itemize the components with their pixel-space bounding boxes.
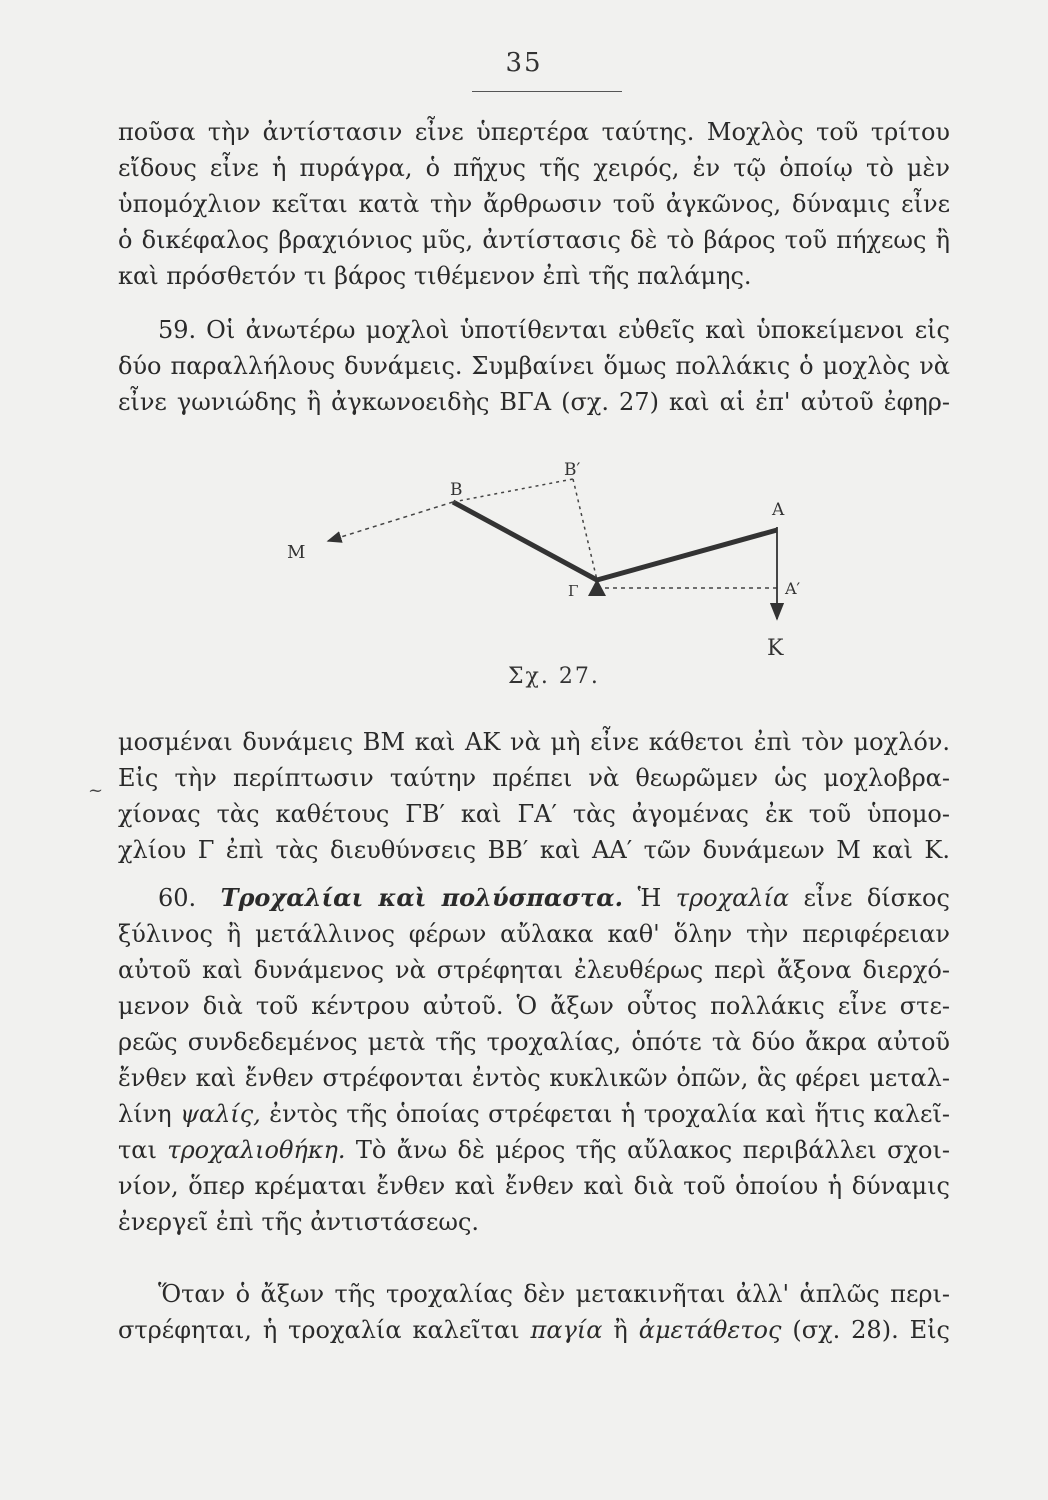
paragraph-middle <box>118 724 950 868</box>
text-span: στρέφηται, ἡ τροχαλία καλεῖται <box>118 1316 520 1344</box>
fulcrum-triangle <box>588 579 606 596</box>
text-line: νίον, ὅπερ κρέμαται ἔνθεν καὶ ἔνθεν καὶ διὰ τοῦ ὁποίου ἡ δύναμις <box>118 1172 950 1200</box>
section-title: Τροχαλίαι καὶ πολύσπαστα. <box>220 883 624 912</box>
paragraph-last <box>118 1276 950 1348</box>
text-line: καὶ πρόσθετόν τι βάρος τιθέμενον ἐπὶ τῆς παλάμης. <box>118 262 752 290</box>
text-line: ξύλινος ἢ μετάλλινος φέρων αὔλακα καθ' ὅλην τὴν περιφέρειαν <box>118 920 950 948</box>
label-k: Κ <box>767 636 784 661</box>
label-a-prime: Α′ <box>785 579 801 598</box>
section-60 <box>118 880 950 1240</box>
text-line: ἐνεργεῖ ἐπὶ τῆς ἀντιστάσεως. <box>118 1208 480 1236</box>
text-line: Εἰς τὴν περίπτωσιν ταύτην πρέπει νὰ θεωρῶμεν ὡς μοχλοβρα- <box>118 764 950 792</box>
section-number: 59. <box>158 316 197 344</box>
text-line: ὑπομόχλιον κεῖται κατὰ τὴν ἄρθρωσιν τοῦ ἀγκῶνος, δύναμις εἶνε <box>118 190 950 218</box>
lever-arm-ga <box>597 530 777 580</box>
header-rule <box>472 91 622 92</box>
label-b-prime: Β′ <box>564 460 581 480</box>
lever-arm-bg <box>453 502 597 580</box>
term-italic: ψαλίς, <box>180 1100 261 1128</box>
term-italic: ἀμετάθετος <box>638 1316 782 1344</box>
force-line-bm <box>328 502 453 541</box>
text-line <box>118 1096 950 1132</box>
text-span: (σχ. 28). Εἰς <box>792 1316 950 1344</box>
text-span: ἢ <box>613 1316 628 1344</box>
text-span: εἶνε δίσκος <box>803 884 950 912</box>
text-line: εἶνε γωνιώδης ἢ ἀγκωνοειδὴς ΒΓΑ (σχ. 27) καὶ αἱ ἐπ' αὐτοῦ ἐφηρ- <box>118 388 950 416</box>
text-span: λίνη <box>118 1100 172 1128</box>
text-span: Ἡ <box>637 884 662 912</box>
label-g: Γ <box>568 582 579 600</box>
text-line: μενον διὰ τοῦ κέντρου αὐτοῦ. Ὁ ἄξων οὗτος πολλάκις εἶνε στε- <box>118 992 950 1020</box>
text-line: ὁ δικέφαλος βραχιόνιος μῦς, ἀντίστασις δὲ τὸ βάρος τοῦ πήχεως ἢ <box>118 226 950 254</box>
section-59 <box>118 312 950 420</box>
section-59-first-line <box>118 312 950 348</box>
label-m: Μ <box>287 542 306 563</box>
text-span: ται <box>118 1136 157 1164</box>
text-span: ἐντὸς τῆς ὁποίας στρέφεται ἡ τροχαλία καὶ ἥτις καλεῖ- <box>269 1100 950 1128</box>
term-italic: τροχαλιοθήκη. <box>167 1136 346 1164</box>
text-line: χλίου Γ ἐπὶ τὰς διευθύνσεις ΒΒ′ καὶ ΑΑ′ τῶν δυνάμεων Μ καὶ Κ. <box>118 836 950 864</box>
text-line <box>118 1132 950 1168</box>
margin-mark: ~ <box>88 780 104 801</box>
text-line: αὐτοῦ καὶ δυνάμενος νὰ στρέφηται ἐλευθέρως περὶ ἄξονα διερχό- <box>118 956 950 984</box>
text-line: εἴδους εἶνε ἡ πυράγρα, ὁ πῆχυς τῆς χειρός, ἐν τῷ ὁποίῳ τὸ μὲν <box>118 154 950 182</box>
text-line: χίονας τὰς καθέτους ΓΒ′ καὶ ΓΑ′ τὰς ἀγομένας ἐκ τοῦ ὑπομο- <box>118 800 950 828</box>
text-line: δύο παραλλήλους δυνάμεις. Συμβαίνει ὅμως πολλάκις ὁ μοχλὸς νὰ <box>118 352 950 380</box>
text-line: ἔνθεν καὶ ἔνθεν στρέφονται ἐντὸς κυκλικῶν ὀπῶν, ἃς φέρει μεταλ- <box>118 1064 950 1092</box>
text-line: ρεῶς συνδεδεμένος μετὰ τῆς τροχαλίας, ὁπότε τὰ δύο ἄκρα αὐτοῦ <box>118 1028 950 1056</box>
page-number: 35 <box>505 48 543 78</box>
term-italic: τροχαλία <box>675 884 790 912</box>
label-b: Β <box>450 480 463 500</box>
text-line: μοσμέναι δυνάμεις ΒΜ καὶ ΑΚ νὰ μὴ εἶνε κάθετοι ἐπὶ τὸν μοχλόν. <box>118 728 950 756</box>
perpendicular-gb-prime <box>573 479 597 580</box>
paragraph-top <box>118 114 950 294</box>
figure-caption: Σχ. 27. <box>508 664 600 689</box>
term-italic: παγία <box>530 1316 603 1344</box>
section-60-heading-line <box>118 880 950 916</box>
extension-bb-prime <box>453 479 573 502</box>
text-line: Ὅταν ὁ ἄξων τῆς τροχαλίας δὲν μετακινῆται ἀλλ' ἁπλῶς περι- <box>158 1280 950 1308</box>
label-a: Α <box>772 500 785 520</box>
text-line: ποῦσα τὴν ἀντίστασιν εἶνε ὑπερτέρα ταύτης. Μοχλὸς τοῦ τρίτου <box>118 118 950 146</box>
text-line <box>118 1312 950 1348</box>
section-number: 60. <box>158 884 197 912</box>
text-span: Τὸ ἄνω δὲ μέρος τῆς αὔλακος περιβάλλει σχοι- <box>355 1136 950 1164</box>
text-span: Οἱ ἀνωτέρω μοχλοὶ ὑποτίθενται εὐθεῖς καὶ ὑποκείμενοι εἰς <box>206 316 950 344</box>
